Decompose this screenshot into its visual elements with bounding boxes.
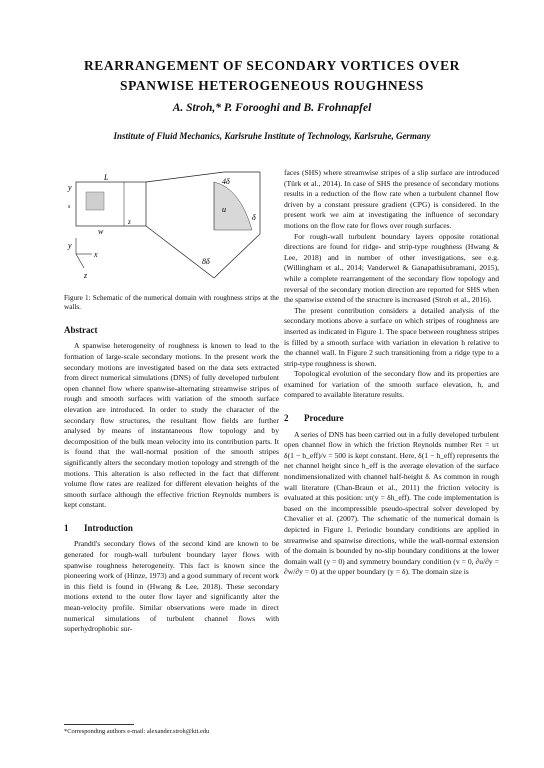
- label-y-axis: y: [68, 241, 72, 250]
- footnote-rule: [64, 724, 134, 725]
- box-bottom-right-edge: [214, 234, 260, 278]
- footnote: [64, 724, 279, 735]
- velocity-profile: [214, 182, 252, 230]
- z-axis-arrow: [76, 254, 84, 268]
- domain-schematic-figure: [64, 168, 279, 286]
- label-y-top: y: [68, 183, 72, 192]
- label-w: w: [98, 227, 104, 236]
- intro-number: 1: [64, 522, 69, 533]
- label-L: L: [104, 173, 109, 182]
- intro-heading: [64, 523, 279, 534]
- label-4delta: 4δ: [222, 177, 230, 186]
- paper-title: [0, 56, 544, 96]
- abstract-heading: Abstract: [64, 324, 98, 335]
- figure-caption: Figure 1: Schematic of the numerical domain with roughness strips at the walls.: [64, 293, 279, 312]
- label-z-axis: z: [84, 271, 88, 280]
- label-z-top: z: [128, 218, 131, 226]
- label-8delta: 8δ: [202, 257, 210, 266]
- footnote-text: *Corresponding authors e-mail: alexander.stroh@kit.edu: [64, 728, 210, 735]
- affiliation: Institute of Fluid Mechanics, Karlsruhe Institute of Technology, Karlsruhe, Germany: [113, 131, 431, 141]
- procedure-title: Procedure: [304, 413, 344, 424]
- label-s: s: [68, 204, 71, 210]
- paragraph-topological: Topological evolution of the secondary flow and its properties are examined for variation of the smooth surface elevation, h, and compared to available literature results.: [284, 369, 499, 400]
- label-u: u: [222, 205, 226, 214]
- left-column: [64, 168, 279, 635]
- title-line-1: REARRANGEMENT OF SECONDARY VORTICES OVER: [83, 58, 461, 73]
- box-bottom-edge: [146, 226, 214, 278]
- roughness-strip-inset: [86, 192, 104, 210]
- procedure-heading: [284, 413, 499, 424]
- abstract-text: A spanwise heterogeneity of roughness is known to lead to the formation of large-scale secondary motions. In the present work the secondary motions are investigated based on the data sets extracted from direct numerical simulations (DNS) of fully developed turbulent open channel flow where spanwise-alternating streamwise stripes of rough and smooth surfaces with variation of the smooth surface elevation are introduced. In order to study the character of the secondary flow structures, the resultant flow fields are further analysed by means of instantaneous flow topology and by decomposition of the bulk mean velocity into its contribution parts. It is found that the wall-normal position of the smooth stripes significantly alters the secondary motion topology and strength of the motions. This alteration is also reflected in the fact that different volume flow rates are realized for different elevation heights of the smooth surface although the effective friction Reynolds numbers is kept constant.: [64, 341, 279, 510]
- title-line-2: SPANWISE HETEROGENEOUS ROUGHNESS: [119, 78, 425, 93]
- right-column: [284, 168, 499, 578]
- intro-text: Prandtl's secondary flows of the second kind are known to be generated for rough-wall turbulent boundary layer flows with spanwise roughness heterogeneity. This fact is known since the pioneering work of (Hinze, 1973) and a good summary of recent work in this field is found in (Hwang & Lee, 2018). These secondary motions extend to the outer flow layer and significantly alter the mean-velocity profile. Similar observations were made in direct numerical simulations of turbulent channel flows with superhydrophobic sur-: [64, 539, 279, 634]
- procedure-number: 2: [284, 413, 289, 424]
- label-delta: δ: [252, 213, 256, 222]
- label-x-axis: x: [94, 250, 98, 259]
- authors: A. Stroh,* P. Forooghi and B. Frohnapfel: [172, 102, 372, 114]
- paragraph-shs: faces (SHS) where streamwise stripes of a slip surface are introduced (Türk et al., 2014). In case of SHS the presence of secondary motions results in a reduction of the flow rate when a turbulent channel flow driven by a constant pressure gradient (CPG) is considered. In the present work we aim at investigating the influence of secondary motions on the flow rate for flows over rough surfaces.: [284, 168, 499, 230]
- box-top-edge: [146, 172, 260, 182]
- paragraph-procedure: A series of DNS has been carried out in a fully developed turbulent open channel flow in which the friction Reynolds number Reτ = uτ δ(1 − h_eff)/ν = 500 is kept constant. Here, δ(1 − h_eff) represents the net channel height since h_eff is the average elevation of the surface nondimensionalized with channel half-height δ. As common in rough wall literature (Chan-Braun et al., 2011) the friction velocity is evaluated at this position: uτ(y = δh_eff). The code implementation is based on the incompressible pseudo-spectral solver developed by Chevalier et al. (2007). The schematic of the numerical domain is depicted in Figure 1. Periodic boundary conditions are applied in streamwise and spanwise directions, while the wall-normal extension of the domain is bounded by no-slip boundary conditions at the lower domain wall (y = 0) and symmetry boundary condition (v = 0, ∂u/∂y = ∂w/∂y = 0) at the upper boundary (y = δ). The domain size is: [284, 429, 499, 577]
- intro-title: Introduction: [84, 522, 133, 533]
- paragraph-rough-wall: For rough-wall turbulent boundary layers opposite rotational directions are found for ridge- and strip-type roughness (Hwang & Lee, 2018) and in number of other investigations, see e.g. (Willingham et al., 2014; Vanderwel & Ganapathisubramani, 2015), while a complete rearrangement of the secondary flow topology and reversal of the secondary motion direction are reported for SHS when the spanwise extend of the structure is increased (Stroh et al., 2016).: [284, 231, 499, 305]
- paragraph-present-contribution: The present contribution considers a detailed analysis of the secondary motions above a surface on which stripes of roughness are inserted as indicated in Figure 1. The space between roughness stripes is filled by a smooth surface with variation in elevation h relative to the channel wall. In Figure 2 such transitioning from a ridge type to a strip-type roughness is shown.: [284, 305, 499, 368]
